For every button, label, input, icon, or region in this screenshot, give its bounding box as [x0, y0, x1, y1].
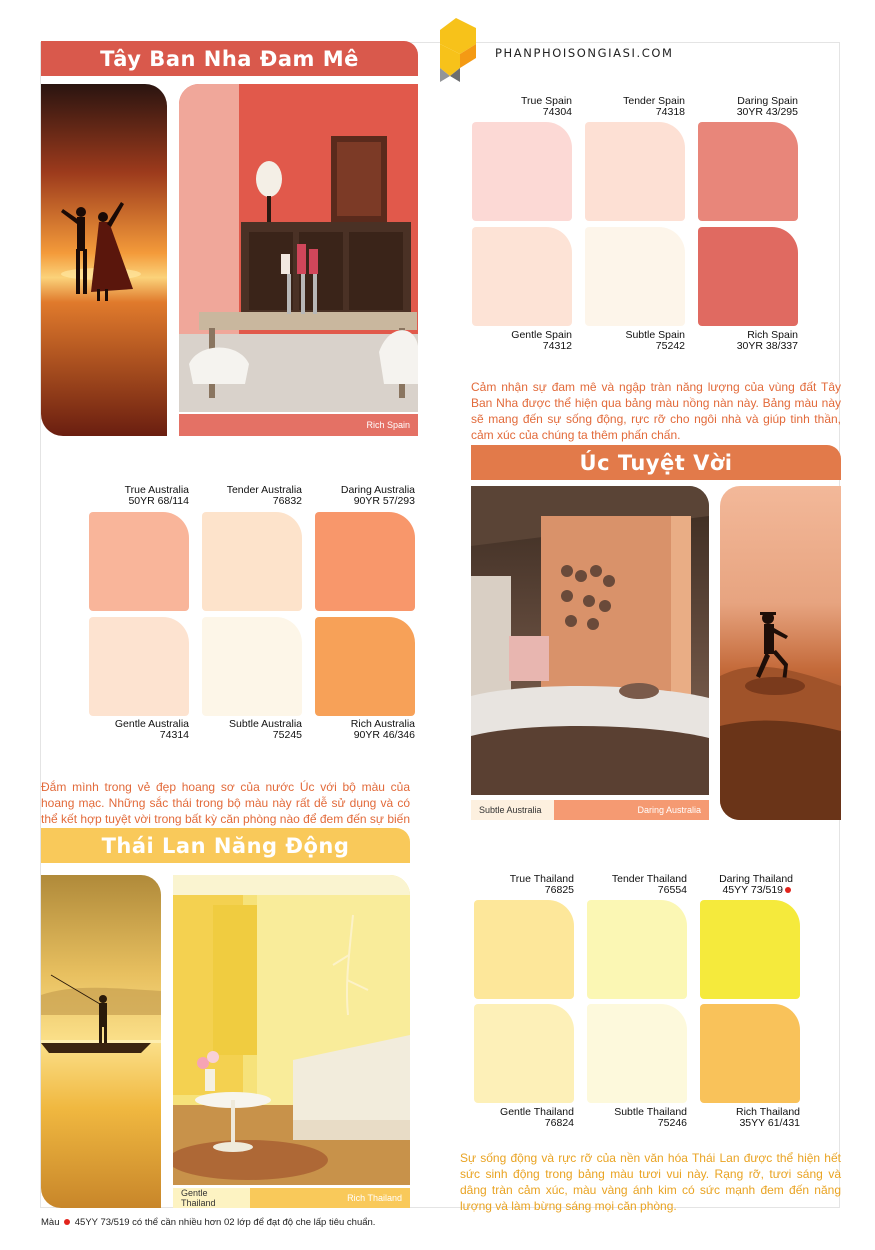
swatch-name: Gentle Australia: [114, 718, 189, 730]
spain-dancers-photo: [41, 84, 167, 436]
swatch-code: 76824: [544, 1117, 574, 1129]
swatch-code: 74318: [655, 106, 685, 118]
spain-room-caption: [179, 414, 418, 436]
swatch-tender-spain[interactable]: [585, 122, 685, 221]
spain-title: Tây Ban Nha Đam Mê: [100, 46, 359, 71]
thailand-description: Sự sống động và rực rỡ của nền văn hóa Thái Lan được thể hiện hết sức sinh động trong bảng màu tươi vui này. Rạng rỡ, tươi sáng và dâng tràn cảm xúc, màu vàng ánh kim có sức mạnh đem đến năng lượng và làm bừng sáng mọi căn phòng.: [460, 1151, 841, 1213]
footnote-text: 45YY 73/519 có thể cần nhiều hơn 02 lớp để đạt độ che lấp tiêu chuẩn.: [74, 1217, 376, 1228]
swatch-code: 75245: [272, 729, 302, 741]
swatch-label: [464, 1107, 574, 1129]
swatch-name: Gentle Spain: [511, 329, 572, 341]
website-name: PHANPHOISONGIASI.COM: [495, 46, 674, 60]
swatch-label: [305, 719, 415, 741]
swatch-label: [575, 330, 685, 352]
swatch-name: Tender Australia: [226, 484, 302, 496]
swatch-name: True Thailand: [509, 873, 574, 885]
spain-description: Cảm nhận sự đam mê và ngập tràn năng lượng của vùng đất Tây Ban Nha được thể hiện qua bảng màu nồng nàn này. Bảng màu này sẽ mang đến sự sống động, rực rỡ cho ngôi nhà và giúp tinh thần, cảm xúc của chúng ta thêm phấn chấn.: [471, 380, 841, 442]
spain-caption-text: Rich Spain: [366, 420, 410, 430]
australia-room-photo: [471, 486, 709, 795]
swatch-label: [690, 1107, 800, 1129]
swatch-label: [464, 874, 574, 896]
swatch-name: True Spain: [521, 95, 572, 107]
swatch-label: [305, 485, 415, 507]
swatch-label: [577, 874, 687, 896]
footnote-prefix: Màu: [41, 1217, 60, 1228]
swatch-name: Daring Australia: [340, 484, 415, 496]
spain-banner: [41, 41, 418, 76]
swatch-subtle-spain[interactable]: [585, 227, 685, 326]
swatch-name: Daring Thailand: [719, 873, 793, 885]
swatch-tender-australia[interactable]: [202, 512, 302, 611]
swatch-label: [462, 330, 572, 352]
swatch-code: 30YR 38/337: [736, 340, 798, 352]
swatch-code: 90YR 57/293: [353, 495, 415, 507]
swatch-name: True Australia: [124, 484, 189, 496]
swatch-gentle-thailand[interactable]: [474, 1004, 574, 1103]
australia-caption-right: [554, 800, 709, 820]
swatch-rich-spain[interactable]: [698, 227, 798, 326]
brand-logo: [438, 18, 478, 82]
swatch-name: Tender Spain: [623, 95, 685, 107]
swatch-label: [575, 96, 685, 118]
swatch-gentle-spain[interactable]: [472, 227, 572, 326]
swatch-code: 76832: [272, 495, 302, 507]
swatch-code: 45YY 73/519: [722, 884, 783, 896]
swatch-label: [79, 485, 189, 507]
australia-description: Đắm mình trong vẻ đẹp hoang sơ của nước Úc với bộ màu của hoang mạc. Những sắc thái trong bộ màu này rất dễ sử dụng và có thể kết hợp tuyệt vời trong bất kỳ căn phòng nào để đem đến sự biến: [41, 780, 410, 826]
swatch-label: [192, 719, 302, 741]
swatch-daring-spain[interactable]: [698, 122, 798, 221]
swatch-label: [688, 96, 798, 118]
thailand-title: Thái Lan Năng Động: [101, 833, 350, 858]
swatch-code: 30YR 43/295: [736, 106, 798, 118]
swatch-code: 74304: [542, 106, 572, 118]
swatch-code: 75246: [657, 1117, 687, 1129]
swatch-label: [577, 1107, 687, 1129]
australia-hiker-photo: [720, 486, 841, 820]
swatch-code: 90YR 46/346: [353, 729, 415, 741]
thailand-banner: [41, 828, 410, 863]
swatch-rich-australia[interactable]: [315, 617, 415, 716]
caption-text: Gentle Thailand: [181, 1188, 216, 1208]
swatch-label: [462, 96, 572, 118]
swatch-rich-thailand[interactable]: [700, 1004, 800, 1103]
australia-title: Úc Tuyệt Vời: [579, 450, 733, 475]
swatch-code: 75242: [655, 340, 685, 352]
swatch-true-spain[interactable]: [472, 122, 572, 221]
caption-text: Daring Australia: [637, 805, 701, 815]
footnote: [41, 1217, 375, 1228]
swatch-name: Subtle Spain: [625, 329, 685, 341]
australia-caption-left: [471, 800, 554, 820]
warning-dot-icon: [64, 1219, 70, 1225]
swatch-tender-thailand[interactable]: [587, 900, 687, 999]
swatch-daring-thailand[interactable]: [700, 900, 800, 999]
thailand-caption-left: [173, 1188, 250, 1208]
swatch-label: [688, 330, 798, 352]
swatch-code-with-marker: [683, 885, 793, 896]
swatch-true-thailand[interactable]: [474, 900, 574, 999]
caption-text: Subtle Australia: [479, 805, 542, 815]
swatch-name: Gentle Thailand: [500, 1106, 574, 1118]
swatch-daring-australia[interactable]: [315, 512, 415, 611]
thailand-caption-right: [250, 1188, 410, 1208]
swatch-code: 76825: [544, 884, 574, 896]
swatch-name: Subtle Australia: [229, 718, 302, 730]
swatch-code: 74314: [159, 729, 189, 741]
swatch-true-australia[interactable]: [89, 512, 189, 611]
swatch-subtle-thailand[interactable]: [587, 1004, 687, 1103]
thailand-fisherman-photo: [41, 875, 161, 1208]
caption-text: Rich Thailand: [347, 1193, 402, 1203]
swatch-name: Subtle Thailand: [614, 1106, 687, 1118]
warning-dot-icon: [785, 887, 791, 893]
swatch-name: Daring Spain: [737, 95, 798, 107]
spain-room-photo: [179, 84, 418, 412]
thailand-room-photo: [173, 875, 410, 1185]
australia-banner: [471, 445, 841, 480]
swatch-name: Rich Spain: [747, 329, 798, 341]
swatch-label: [79, 719, 189, 741]
swatch-label: [192, 485, 302, 507]
swatch-name: Rich Australia: [350, 718, 415, 730]
swatch-gentle-australia[interactable]: [89, 617, 189, 716]
swatch-subtle-australia[interactable]: [202, 617, 302, 716]
swatch-code: 50YR 68/114: [128, 495, 189, 507]
swatch-name: Tender Thailand: [611, 873, 687, 885]
swatch-name: Rich Thailand: [735, 1106, 800, 1118]
swatch-code: 35YY 61/431: [739, 1117, 800, 1129]
swatch-label: [683, 874, 793, 896]
swatch-code: 76554: [657, 884, 687, 896]
swatch-code: 74312: [542, 340, 572, 352]
